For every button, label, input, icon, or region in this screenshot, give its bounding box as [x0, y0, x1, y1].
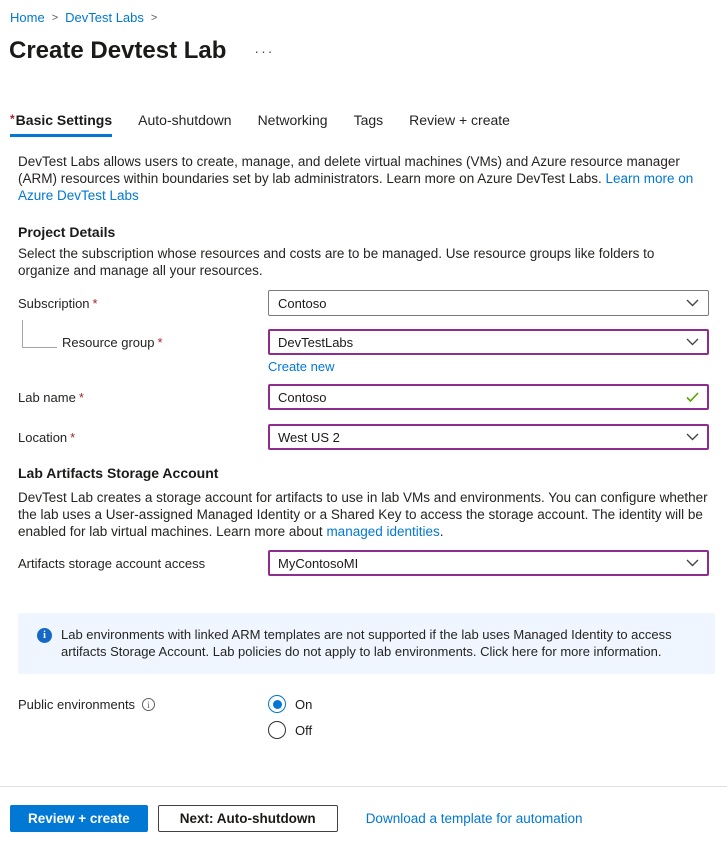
- radio-unselected-icon: [268, 721, 286, 739]
- info-tooltip-icon[interactable]: i: [142, 698, 155, 711]
- tab-label: Networking: [257, 112, 328, 128]
- breadcrumb-home-link[interactable]: Home: [10, 10, 45, 25]
- chevron-down-icon: [686, 338, 699, 346]
- tab-label: Tags: [353, 112, 384, 128]
- chevron-down-icon: [686, 433, 699, 441]
- storage-section-heading: Lab Artifacts Storage Account: [18, 465, 219, 481]
- download-template-link[interactable]: Download a template for automation: [365, 811, 583, 826]
- tab-auto-shutdown[interactable]: [138, 112, 231, 137]
- next-auto-shutdown-button[interactable]: Next: Auto-shutdown: [158, 805, 338, 832]
- radio-selected-icon: [268, 695, 286, 713]
- tab-tags[interactable]: [354, 112, 384, 137]
- public-environments-radio-group: [268, 695, 312, 739]
- public-environments-label: Public environments i: [18, 695, 268, 712]
- breadcrumb-separator-icon: >: [150, 12, 158, 24]
- project-details-description: Select the subscription whose resources and costs are to be managed. Use resource groups like folders to organize and manage all your resources.: [18, 246, 655, 278]
- lab-name-field: [268, 384, 709, 410]
- subscription-value: Contoso: [278, 295, 327, 311]
- info-banner: [18, 613, 715, 674]
- chevron-down-icon: [686, 299, 699, 307]
- tab-bar: [10, 112, 727, 137]
- resource-group-label: Resource group *: [18, 335, 268, 350]
- info-banner-text: Lab environments with linked ARM templates are not supported if the lab uses Managed Identity to access artifacts Storage Account. Lab policies do not apply to lab environments. Click here for more information.: [61, 627, 672, 659]
- tab-label: Auto-shutdown: [138, 112, 232, 128]
- page-title: Create Devtest Lab: [9, 37, 227, 64]
- location-label: Location *: [18, 429, 76, 445]
- resource-group-value: DevTestLabs: [278, 334, 354, 350]
- radio-option-on[interactable]: [268, 695, 312, 713]
- indent-connector-line: [22, 320, 57, 348]
- tab-basic-settings[interactable]: [10, 112, 112, 137]
- artifacts-storage-dropdown[interactable]: [268, 550, 709, 576]
- chevron-down-icon: [686, 559, 699, 567]
- footer-action-bar: [0, 786, 727, 832]
- required-marker: *: [157, 334, 163, 350]
- tab-label: Review + create: [409, 112, 510, 128]
- location-row: [18, 424, 709, 450]
- lab-name-row: [18, 384, 709, 410]
- subscription-row: [18, 290, 709, 316]
- radio-label: On: [295, 696, 313, 712]
- radio-option-off[interactable]: [268, 721, 312, 739]
- required-marker: *: [70, 429, 76, 445]
- subscription-label: Subscription *: [18, 295, 98, 311]
- artifacts-storage-row: [18, 550, 709, 576]
- review-create-button[interactable]: Review + create: [10, 805, 148, 832]
- tab-networking[interactable]: [258, 112, 328, 137]
- required-marker: *: [78, 389, 84, 405]
- location-dropdown[interactable]: [268, 424, 709, 450]
- learn-more-devtest-link[interactable]: Learn more on Azure DevTest Labs: [18, 171, 694, 203]
- lab-name-label: Lab name *: [18, 389, 84, 405]
- valid-check-icon: [686, 392, 699, 402]
- project-details-heading: Project Details: [18, 224, 116, 240]
- create-new-link[interactable]: Create new: [268, 359, 335, 374]
- breadcrumb: [0, 0, 727, 25]
- storage-section-description: DevTest Lab creates a storage account for artifacts to use in lab VMs and environments. You can configure whether the lab uses a User-assigned Managed Identity or a Shared Key to access the storage account. The identity will be enabled for lab virtual machines. Learn more about managed identities.: [18, 490, 708, 539]
- intro-text: DevTest Labs allows users to create, manage, and delete virtual machines (VMs) and Azure resource manager (ARM) resources within boundaries set by lab administrators. Learn more on Azure DevTest Labs. Learn more on Azure DevTest Labs: [18, 154, 694, 203]
- tab-label: Basic Settings: [15, 112, 113, 128]
- required-marker: *: [92, 295, 98, 311]
- more-options-icon[interactable]: ···: [254, 43, 275, 59]
- artifacts-storage-label: Artifacts storage account access: [18, 555, 206, 571]
- resource-group-dropdown[interactable]: [268, 329, 709, 355]
- lab-name-input[interactable]: [278, 386, 686, 408]
- artifacts-storage-value: MyContosoMI: [278, 555, 359, 571]
- location-value: West US 2: [278, 429, 340, 445]
- info-icon: i: [37, 628, 52, 643]
- required-marker: *: [10, 112, 15, 126]
- breadcrumb-devtest-labs-link[interactable]: DevTest Labs: [65, 10, 144, 25]
- tab-review-create[interactable]: [409, 112, 510, 137]
- resource-group-row: [18, 329, 709, 355]
- managed-identities-link[interactable]: managed identities: [326, 524, 440, 539]
- radio-label: Off: [295, 722, 313, 738]
- page-header: [9, 37, 727, 65]
- public-environments-row: [18, 695, 709, 739]
- subscription-dropdown[interactable]: [268, 290, 709, 316]
- breadcrumb-separator-icon: >: [51, 12, 59, 24]
